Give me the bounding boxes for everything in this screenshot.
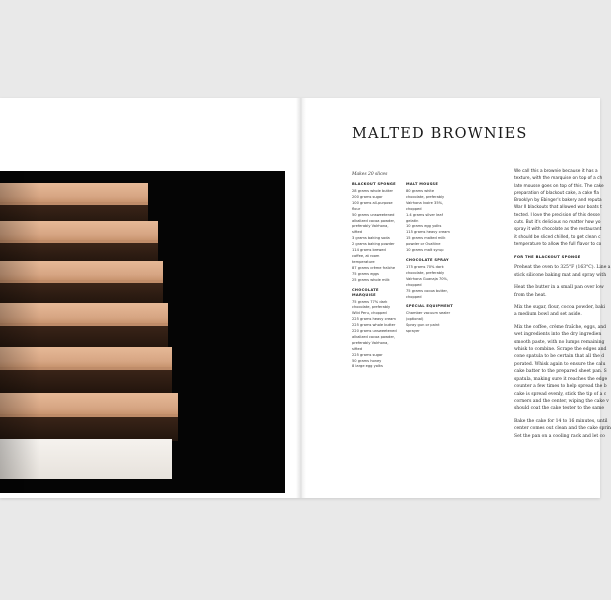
ingredient-line: Spray gun or paint: [406, 323, 440, 328]
intro-line: it should be sliced chilled, to get clean c: [514, 234, 601, 240]
ingredient-line: Wild Peru, chopped: [352, 311, 387, 316]
section-heading: MALT MOUSSE: [406, 182, 439, 186]
intro-line: temperature to allow the full flavor to co: [514, 241, 602, 247]
method-line: Bake the cake for 14 to 16 minutes, until: [514, 418, 608, 424]
method-line: Mix the sugar, flour, cocoa powder, baki: [514, 305, 606, 311]
book-gutter: [296, 98, 306, 498]
ingredient-line: 1.4 grams silver leaf: [406, 212, 443, 217]
yield-note: Makes 20 slices: [352, 172, 388, 177]
ingredient-line: 25 grams whole milk: [352, 277, 390, 282]
ingredient-line: 100 grams all-purpose: [352, 200, 393, 205]
ingredient-line: 50 grams unsweetened: [352, 212, 395, 217]
method-paragraph: [514, 284, 604, 299]
method-paragraph: [514, 264, 611, 279]
section-heading: CHOCOLATE SPRAY: [406, 257, 449, 262]
method-line: counter a few times to help spread the b: [514, 384, 607, 390]
section-heading: SPECIAL EQUIPMENT: [406, 304, 453, 309]
method-line: Heat the butter in a small pan over low: [514, 285, 604, 291]
method-line: corners and the center, wiping the cake v: [514, 398, 609, 404]
method-line: center comes out clean and the cake sprin: [514, 426, 611, 432]
intro-line: War II blackouts that allowed war boats t: [514, 205, 602, 211]
ingredient-line: 225 grams sugar: [352, 352, 383, 357]
ingredient-line: chopped: [406, 294, 422, 299]
ingredient-line: preferably Valrhona,: [352, 340, 389, 345]
section-heading: BLACKOUT SPONGE: [352, 182, 396, 186]
intro-line: cuts. But it's delicious no matter how yo: [514, 220, 601, 226]
ingredient-line: chopped: [406, 282, 422, 287]
ingredient-line: Chamber vacuum sealer: [406, 311, 451, 316]
ingredient-list: [406, 189, 456, 253]
intro-line: tected. I love the precision of this desse: [514, 212, 600, 218]
intro-paragraph: [514, 168, 604, 248]
intro-line: texture, with the marquise on top of a ch: [514, 176, 603, 182]
method-line: should coat the cake tester to the same: [514, 406, 605, 412]
intro-line: preparation of blackout cake, a cake fla: [514, 190, 599, 196]
method-paragraph: [514, 324, 609, 413]
ingredient-line: 2 grams baking powder: [352, 242, 395, 247]
ingredient-list: [352, 300, 400, 370]
ingredient-line: sprayer: [406, 329, 420, 334]
ingredient-line: 225 grams heavy cream: [352, 317, 396, 322]
ingredient-list: [406, 311, 456, 334]
method-line: a medium bowl and set aside.: [514, 312, 582, 318]
ingredient-list: [406, 265, 456, 299]
method-line: cake is spread evenly, stick the tip of a c: [514, 391, 607, 397]
ingredient-line: alkalized cocoa powder,: [352, 218, 396, 223]
ingredient-line: 175 grams 70% dark: [406, 264, 444, 269]
ingredient-line: 114 grams brewed: [352, 248, 386, 253]
ingredient-line: alkalized cocoa powder,: [352, 334, 396, 339]
method-line: cake batter to the prepared sheet pan. S: [514, 369, 607, 375]
ingredient-line: 80 grams white: [406, 189, 435, 193]
ingredient-line: chocolate, preferably: [352, 305, 391, 310]
intro-line: We call this a brownie because it has a: [514, 169, 598, 174]
method-line: cone spatula to be certain that all the d: [514, 354, 605, 360]
ingredient-line: chocolate, preferably: [406, 270, 445, 275]
ingredient-line: coffee, at room: [352, 253, 380, 258]
ingredient-line: chopped: [406, 206, 422, 211]
ingredient-line: 3 grams baking soda: [352, 236, 390, 241]
method-line: Mix the coffee, crème fraîche, eggs, and: [514, 324, 607, 330]
section-heading: CHOCOLATE MARQUISE: [352, 287, 379, 297]
method-line: stick silicone baking mat and spray with: [514, 272, 607, 278]
ingredient-line: 220 grams unsweetened: [352, 329, 397, 334]
method-paragraph: [514, 418, 611, 440]
ingredient-line: 75 grams cocoa butter,: [406, 288, 449, 293]
intro-line: Brooklyn by Ebinger's bakery and reputa: [514, 198, 602, 204]
ingredient-line: 200 grams sugar: [352, 194, 383, 199]
method-line: whisk to combine. Scrape the edges and: [514, 347, 607, 353]
method-heading: FOR THE BLACKOUT SPONGE: [514, 255, 581, 259]
intro-line: spray it with chocolate as the restaurant: [514, 227, 602, 233]
ingredient-line: sifted: [352, 346, 362, 351]
method-paragraph: [514, 304, 606, 319]
method-line: from the heat.: [514, 292, 547, 298]
ingredient-line: flour: [352, 206, 361, 211]
ingredient-line: temperature: [352, 259, 375, 264]
ingredient-line: gelatin: [406, 218, 419, 223]
method-line: porated. Whisk again to ensure the calu: [514, 361, 606, 367]
ingredient-line: 28 grams whole butter: [352, 189, 394, 193]
method-line: Preheat the oven to 325°F (163°C). Line a: [514, 265, 611, 271]
method-line: spatula, making sure it reaches the edge: [514, 376, 608, 382]
ingredients-column-2: [406, 182, 456, 335]
ingredient-list: [352, 189, 400, 283]
ingredient-line: preferably Valrhona,: [352, 224, 389, 229]
ingredient-line: (optional): [406, 317, 424, 322]
ingredient-line: 115 grams heavy cream: [406, 230, 450, 235]
ingredient-line: 8 large egg yolks: [352, 364, 383, 369]
ingredient-line: 75 grams eggs: [352, 271, 379, 276]
ingredients-column-1: [352, 182, 400, 370]
ingredient-line: 87 grams crème fraîche: [352, 265, 396, 270]
ingredient-line: 15 grams malted milk: [406, 236, 446, 241]
ingredient-line: chocolate, preferably: [406, 194, 445, 199]
method-line: smooth paste, with no lumps remaining: [514, 339, 605, 345]
ingredient-line: 225 grams whole butter: [352, 323, 396, 328]
method-line: wet ingredients into the dry ingredien: [514, 332, 602, 338]
ingredient-line: powder or Ovaltine: [406, 242, 441, 247]
ingredient-line: 10 grams malt syrup: [406, 248, 444, 253]
brownie-photo: [0, 171, 285, 493]
ingredient-line: sifted: [352, 230, 362, 235]
ingredient-line: 50 grams honey: [352, 358, 382, 363]
intro-line: late mousse goes on top of this. The cake: [514, 183, 604, 189]
method-line: Set the pan on a cooling rack and let co: [514, 433, 605, 439]
recipe-title: MALTED BROWNIES: [352, 126, 528, 142]
ingredient-line: 75 grams 77% dark: [352, 299, 388, 304]
ingredient-line: Valrhona Guanaja 70%,: [406, 276, 449, 281]
ingredient-line: 10 grams egg yolks: [406, 224, 442, 229]
method-section: [514, 254, 611, 445]
ingredient-line: Valrhona Ivoire 35%,: [406, 200, 444, 205]
